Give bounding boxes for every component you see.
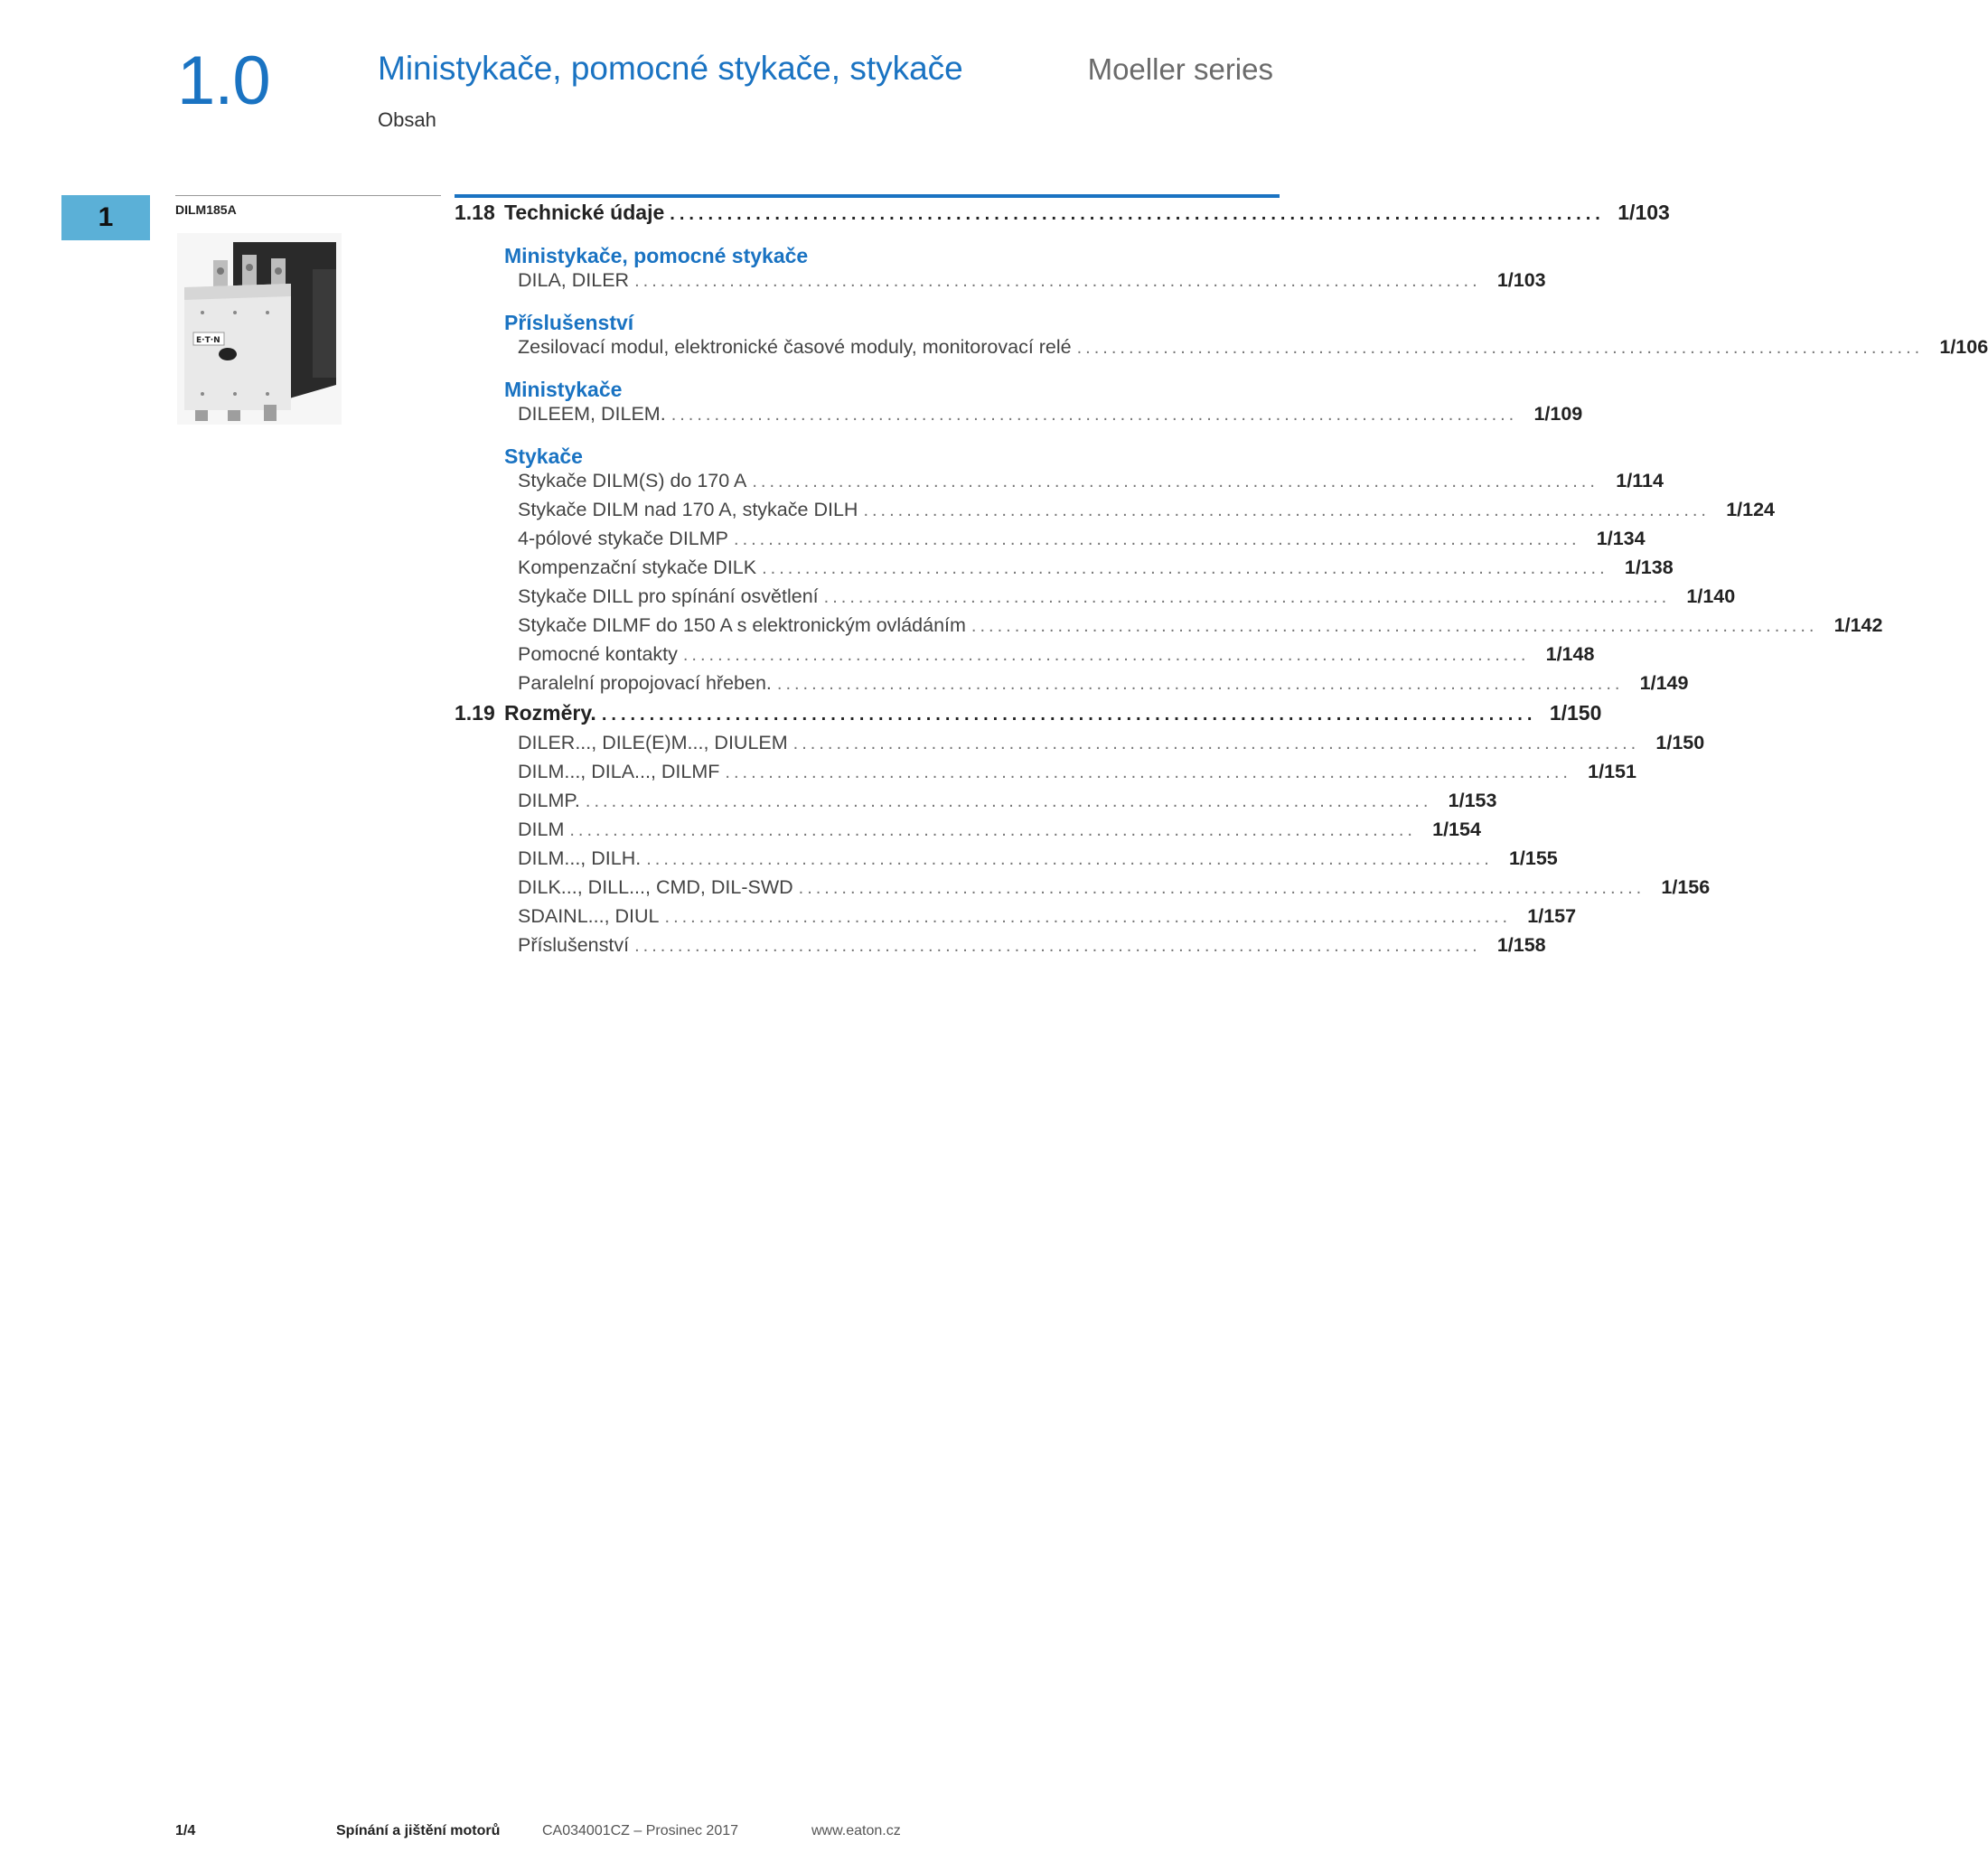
footer-title: Spínání a jištění motorů [336, 1823, 501, 1838]
toc-item[interactable] [455, 732, 1705, 761]
svg-text:E·T·N: E·T·N [196, 336, 220, 345]
toc-item[interactable] [455, 876, 1711, 905]
toc-item[interactable] [455, 269, 1546, 298]
leader-dots: .................................................................................................. [646, 849, 1493, 869]
leader-dots: .................................................................................................. [792, 734, 1640, 753]
page-ref: 1/157 [1527, 905, 1577, 927]
page-ref: 1/150 [1655, 732, 1705, 753]
item-label: DILMP. [518, 790, 580, 811]
page-ref: 1/114 [1616, 470, 1664, 491]
item-label: DILER..., DILE(E)M..., DIULEM [518, 732, 788, 753]
leader-dots: .................................................................................................. [734, 529, 1580, 549]
section-title: Technické údaje [504, 201, 665, 224]
item-label: DILM..., DILH. [518, 847, 642, 869]
item-label: Paralelní propojovací hřeben. [518, 672, 772, 694]
item-label: Zesilovací modul, elektronické časové moduly, monitorovací relé [518, 336, 1072, 358]
item-label: DILA, DILER [518, 269, 630, 291]
section-title: Rozměry. [504, 701, 596, 725]
item-label: Příslušenství [518, 934, 630, 956]
page-ref: 1/158 [1496, 934, 1546, 956]
item-label: DILM..., DILA..., DILMF [518, 761, 720, 782]
leader-dots: .................................................................................................. [670, 204, 1605, 224]
toc-item[interactable] [455, 614, 1883, 643]
toc-item[interactable] [455, 819, 1481, 847]
item-label: DILM [518, 819, 565, 840]
page-ref: 1/106 [1939, 336, 1988, 358]
page-ref: 1/103 [1496, 269, 1546, 291]
page-ref: 1/148 [1545, 643, 1595, 665]
section-number: 1.19 [455, 701, 495, 725]
leader-dots: .................................................................................................. [971, 616, 1818, 636]
leader-dots: .................................................................................................. [1076, 338, 1924, 358]
page-ref: 1/138 [1624, 557, 1674, 578]
footer-website-link[interactable]: www.eaton.cz [811, 1823, 901, 1838]
leader-dots: .................................................................................................. [725, 762, 1571, 782]
leader-dots: .................................................................................................. [569, 820, 1416, 840]
toc-top-rule [455, 194, 1280, 198]
page-ref: 1/103 [1618, 201, 1670, 224]
chapter-subtitle: Obsah [378, 108, 436, 131]
item-label: SDAINL..., DIUL [518, 905, 660, 927]
leader-dots: .................................................................................................. [634, 936, 1481, 956]
item-label: Stykače DILM nad 170 A, stykače DILH [518, 499, 858, 520]
toc-item[interactable] [455, 403, 1583, 432]
toc-item[interactable] [455, 672, 1689, 701]
toc-group-heading: Příslušenství [504, 311, 634, 334]
toc-group-heading: Stykače [504, 444, 583, 468]
toc-item[interactable] [455, 643, 1595, 672]
contactor-photo [177, 233, 342, 425]
toc-group-heading: Ministykače, pomocné stykače [504, 244, 809, 267]
toc-item[interactable] [455, 557, 1674, 585]
toc-item[interactable] [455, 336, 1988, 365]
page-ref: 1/151 [1588, 761, 1636, 782]
page-ref: 1/142 [1833, 614, 1883, 636]
page-ref: 1/153 [1448, 790, 1497, 811]
leader-dots: .................................................................................................. [752, 472, 1599, 491]
page-ref: 1/140 [1686, 585, 1736, 607]
series-label: Moeller series [1087, 52, 1273, 86]
leader-dots: .................................................................................................. [601, 705, 1537, 725]
item-label: Stykače DILM(S) do 170 A [518, 470, 747, 491]
item-label: DILEEM, DILEM. [518, 403, 666, 425]
toc-item[interactable] [455, 761, 1636, 790]
toc-item[interactable] [455, 528, 1646, 557]
toc-item[interactable] [455, 790, 1497, 819]
page-ref: 1/149 [1639, 672, 1689, 694]
toc-group-heading: Ministykače [504, 378, 623, 401]
footer-page-number: 1/4 [175, 1823, 196, 1838]
item-label: Stykače DILMF do 150 A s elektronickým ovládáním [518, 614, 966, 636]
toc-item[interactable] [455, 847, 1558, 876]
leader-dots: .................................................................................................. [823, 587, 1671, 607]
chapter-title: Ministykače, pomocné stykače, stykače [378, 50, 963, 87]
footer-doc-code: CA034001CZ – Prosinec 2017 [542, 1823, 739, 1838]
page-ref: 1/154 [1432, 819, 1481, 840]
leader-dots: .................................................................................................. [664, 907, 1512, 927]
leader-dots: .................................................................................................. [762, 558, 1608, 578]
toc-item[interactable] [455, 470, 1664, 499]
toc-item[interactable] [455, 585, 1736, 614]
table-of-contents [455, 201, 1988, 963]
product-caption: DILM185A [175, 202, 237, 217]
leader-dots: .................................................................................................. [863, 500, 1710, 520]
item-label: DILK..., DILL..., CMD, DIL-SWD [518, 876, 793, 898]
page-ref: 1/155 [1508, 847, 1558, 869]
leader-dots: .................................................................................................. [670, 405, 1518, 425]
item-label: 4-pólové stykače DILMP [518, 528, 729, 549]
toc-section-1-19[interactable] [455, 701, 1602, 732]
toc-item[interactable] [455, 934, 1546, 963]
leader-dots: .................................................................................................. [682, 645, 1530, 665]
page-ref: 1/134 [1596, 528, 1646, 549]
toc-section-1-18[interactable] [455, 201, 1670, 231]
leader-dots: .................................................................................................. [798, 878, 1646, 898]
page-ref: 1/156 [1661, 876, 1711, 898]
leader-dots: .................................................................................................. [634, 271, 1481, 291]
section-number: 1.18 [455, 201, 495, 224]
page-ref: 1/109 [1533, 403, 1583, 425]
chapter-number: 1.0 [177, 42, 270, 119]
toc-item[interactable] [455, 499, 1775, 528]
leader-dots: .................................................................................................. [585, 791, 1432, 811]
item-label: Stykače DILL pro spínání osvětlení [518, 585, 819, 607]
item-label: Kompenzační stykače DILK [518, 557, 757, 578]
toc-item[interactable] [455, 905, 1577, 934]
side-divider [175, 195, 441, 196]
leader-dots: .................................................................................................. [776, 674, 1624, 694]
item-label: Pomocné kontakty [518, 643, 678, 665]
chapter-tab[interactable]: 1 [61, 195, 150, 240]
page-ref: 1/150 [1549, 701, 1602, 725]
page-ref: 1/124 [1726, 499, 1775, 520]
